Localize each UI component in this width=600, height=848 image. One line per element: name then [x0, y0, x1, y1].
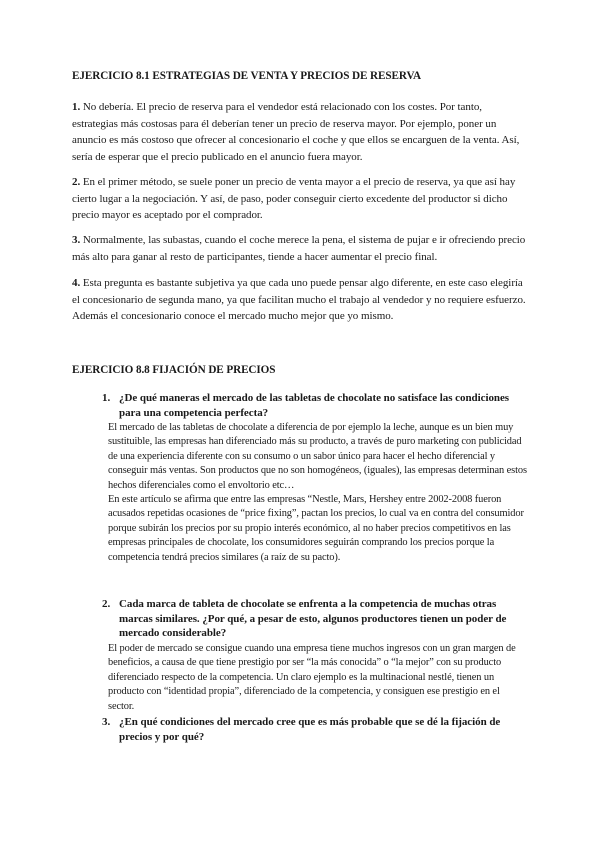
paragraph-number: 2.: [72, 176, 81, 188]
section1-title: EJERCICIO 8.1 ESTRATEGIAS DE VENTA Y PRECIOS DE RESERVA: [72, 70, 421, 82]
question-title: [102, 391, 528, 420]
question-1: [102, 391, 528, 420]
paragraph-number: 4.: [72, 277, 81, 289]
question-text: ¿De qué maneras el mercado de las tabletas de chocolate no satisface las condiciones para una competencia perfecta?: [119, 392, 510, 419]
question-number: 3.: [102, 716, 111, 728]
paragraph-number: 1.: [72, 101, 81, 113]
section2-title: EJERCICIO 8.8 FIJACIÓN DE PRECIOS: [72, 364, 276, 376]
answer-paragraph: En este artículo se afirma que entre las empresas “Nestle, Mars, Hershey entre 2002-2008 fueron acusados repetidas ocasiones de “price fixing”, pactan los precios, lo cual va en contra del consumidor porque subirán los precios por su propio interés económico, al no haber precios competitivos en las empresas principales de chocolate, los consumidores seguirán comprando los precios porque la competencia tendrá precios similares (a raíz de su pacto).: [108, 494, 524, 563]
paragraph-text: No debería. El precio de reserva para el vendedor está relacionado con los costes. Por tanto, estrategias más costosas para él deberían tener un precio de reserva mayor. Por ejemplo, poner un anuncio es más costoso que ofrecer al concesionario el coche y que ellos se encarguen de la venta. Así, sería de esperar que el precio publicado en el anuncio fuera mayor.: [72, 101, 520, 163]
question-text: ¿En qué condiciones del mercado cree que es más probable que se dé la fijación de precios y por qué?: [119, 716, 501, 743]
section1-paragraph-3: [72, 232, 528, 265]
paragraph-text: Esta pregunta es bastante subjetiva ya que cada uno puede pensar algo diferente, en este caso elegiría el concesionario de segunda mano, ya que facilitan mucho el trabajo al vendedor y no requiere esfuerzo. Además el concesionario conoce el mercado mucho mejor que yo mismo.: [72, 277, 526, 323]
question-3: [102, 715, 528, 744]
section1-paragraph-4: [72, 275, 528, 325]
section1-paragraph-1: [72, 99, 528, 165]
question-title: [102, 597, 528, 641]
paragraph-text: En el primer método, se suele poner un precio de venta mayor a el precio de reserva, ya que así hay cierto lugar a la negociación. Y así, de paso, poder conseguir cierto excedente del productor si dicho precio mayor es aceptado por el comprador.: [72, 176, 516, 222]
question-number: 1.: [102, 392, 111, 404]
answer-2: [108, 642, 528, 714]
paragraph-text: Normalmente, las subastas, cuando el coche merece la pena, el sistema de pujar e ir ofreciendo precio más alto para ganar al resto de participantes, tiende a hacer aumentar el precio final.: [72, 234, 526, 263]
answer-1: [108, 421, 528, 565]
answer-paragraph: El mercado de las tabletas de chocolate a diferencia de por ejemplo la leche, aunque es un bien muy sustituible, las empresas han diferenciado más su producto, a través de puro marketing con publicidad de una experiencia diferente con su consumo o un sabor único para hacer el hecho diferencial y conseguir más ventas. Son productos que no son homogéneos, (iguales), las empresas determinan estos hechos diferenciales como el envoltorio etc…: [108, 422, 527, 491]
question-title: [102, 715, 528, 744]
paragraph-number: 3.: [72, 234, 81, 246]
question-text: Cada marca de tableta de chocolate se enfrenta a la competencia de muchas otras marcas similares. ¿Por qué, a pesar de esto, algunos productores tienen un poder de mercado considerable?: [119, 598, 507, 640]
section1-paragraph-2: [72, 174, 528, 224]
answer-paragraph: El poder de mercado se consigue cuando una empresa tiene muchos ingresos con un gran margen de beneficios, a causa de que tiene prestigio por ser “la más conocida” o “la mejor” con su producto diferenciado respecto de la competencia. Un claro ejemplo es la multinacional nestlé, tienen un producto con “identidad propia”, diferenciado de la competencia, y consiguen ese prestigio en el sector.: [108, 643, 516, 712]
question-number: 2.: [102, 598, 111, 610]
question-2: [102, 597, 528, 641]
